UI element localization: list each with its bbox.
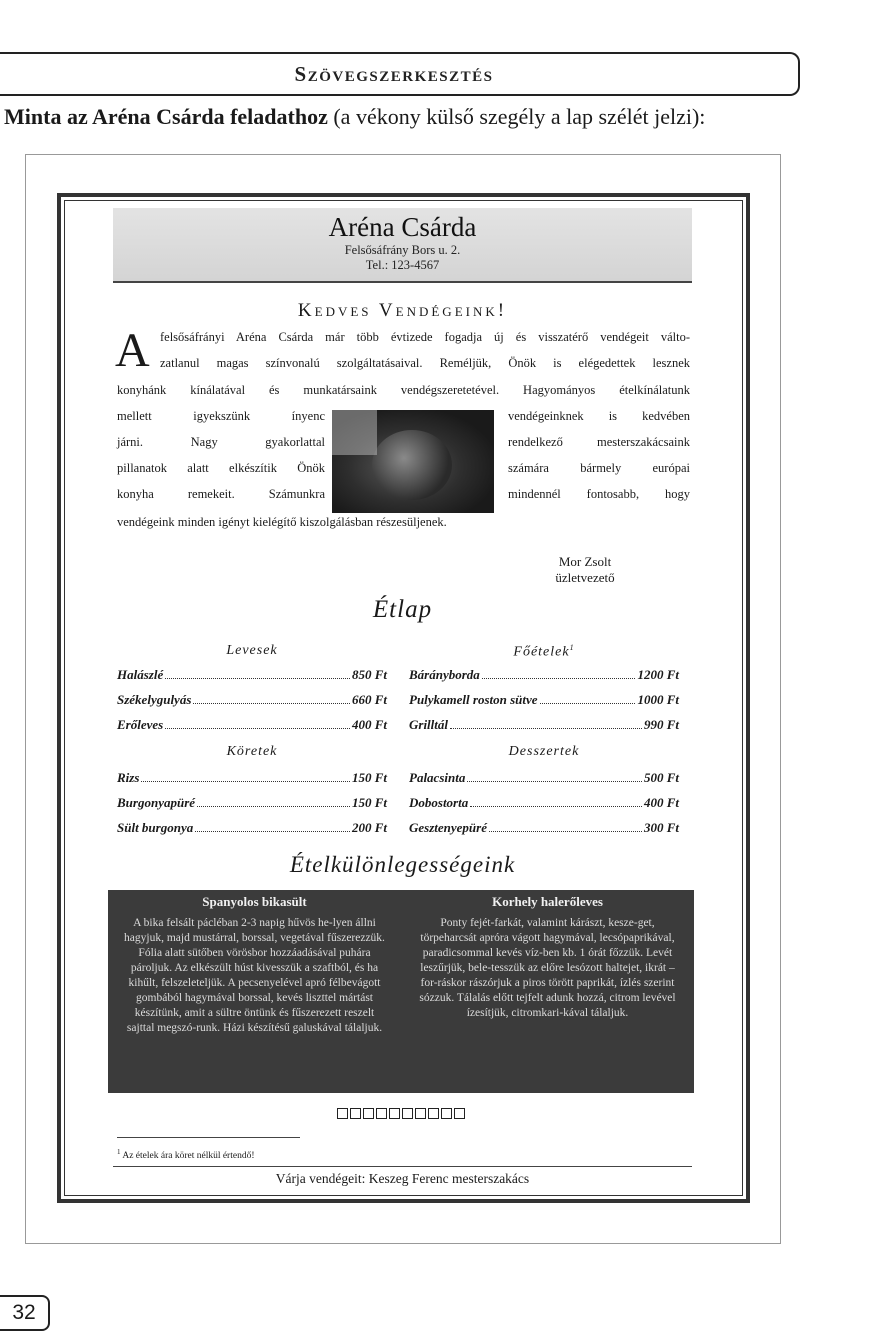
leader-dots: [470, 806, 642, 807]
menu-item: [117, 667, 387, 685]
menu-item: [409, 717, 679, 735]
intro-line-1: felsősáfrányi Aréna Csárda már több évtizede fogadja új és visszatérő vendégeit válto-: [160, 330, 690, 344]
restaurant-name: Aréna Csárda: [328, 212, 477, 242]
menu-item: [409, 795, 679, 813]
menu-item-name: Székelygulyás: [117, 692, 192, 707]
leader-dots: [165, 678, 350, 679]
intro-left-line: pillanatok alatt elkészítik Önök: [117, 461, 325, 475]
intro-left-line: konyha remekeit. Számunkra: [117, 487, 325, 501]
footnote-mark: 1: [569, 643, 575, 652]
specialty-text: A bika felsált pácléban 2-3 napig hűvös he-lyen állni hagyjuk, majd mustárral, borssal, vegetával fűszerezzük. Fólia alatt sütőben vörösbor hozzáadásával puhára pároljuk. Az elkészült húst kivesszük a szaftból, és ha kihűlt, felszeleteljük. A pecsenyelével apró félbevágott gombából hagymával borssal, kevés liszttel mártást készítünk, amit a sültre öntünk és fűszerezett reszelt sajttal megszó-runk. Házi készítésű galuskával tálaljuk.: [124, 917, 385, 1034]
menu-item-name: Rizs: [117, 770, 140, 785]
menu-item-price: 1200 Ft: [637, 667, 679, 682]
intro-right-line: vendégeinknek is kedvében: [508, 409, 690, 423]
menu-item-price: 400 Ft: [643, 795, 679, 810]
category-desszertek: Desszertek: [508, 744, 580, 759]
section-header: [0, 52, 800, 96]
menu-item-name: Dobostorta: [409, 795, 469, 810]
menu-item: [117, 717, 387, 735]
square-ornament: [337, 1108, 471, 1122]
footer-text: Várja vendégeit: Keszeg Ferenc mesterszakács: [275, 1171, 530, 1186]
leader-dots: [193, 703, 350, 704]
signature: [520, 554, 650, 586]
manager-title: üzletvezető: [555, 570, 615, 585]
specialty-right: [401, 890, 694, 1093]
menu-item-price: 660 Ft: [351, 692, 387, 707]
menu-item-name: Grilltál: [409, 717, 449, 732]
menu-title: Étlap: [372, 596, 433, 623]
menu-item-price: 400 Ft: [351, 717, 387, 732]
menu-item-price: 500 Ft: [643, 770, 679, 785]
leader-dots: [197, 806, 350, 807]
menu-item-name: Halászlé: [117, 667, 164, 682]
leader-dots: [165, 728, 350, 729]
menu-item-price: 150 Ft: [351, 795, 387, 810]
welcome-heading: Kedves Vendégeink!: [297, 300, 508, 321]
menu-item-name: Sült burgonya: [117, 820, 194, 835]
intro-left-line: járni. Nagy gyakorlattal: [117, 435, 325, 449]
menu-item: [117, 795, 387, 813]
leader-dots: [482, 678, 636, 679]
menu-item-name: Pulykamell roston sütve: [409, 692, 538, 707]
specialties-box: [108, 890, 694, 1093]
menu-item-name: Palacsinta: [409, 770, 466, 785]
intro-right-line: mindennél fontosabb, hogy: [508, 487, 690, 501]
footer-rule: [113, 1166, 692, 1167]
restaurant-phone: Tel.: 123-4567: [365, 258, 440, 272]
menu-item-name: Bárányborda: [409, 667, 480, 682]
menu-item-name: Burgonyapüré: [117, 795, 196, 810]
caption: [4, 104, 705, 130]
footnote-number: 1: [117, 1148, 121, 1156]
menu-item-price: 200 Ft: [351, 820, 387, 835]
menu-item-price: 150 Ft: [351, 770, 387, 785]
leader-dots: [540, 703, 636, 704]
section-title: Szövegszerkesztés: [294, 61, 494, 86]
specialty-text: Ponty fejét-farkát, valamint kárászt, kesze-get, törpeharcsát apróra vágott hagymával, lecsópaprikával, paradicsommal kevés víz-ben kb. 1 órát főzzük. Levét leszűrjük, bele-tesszük az előre lesózott haltejet, ikrát – for-ráskor rászórjuk a piros törött paprikát, ízlés szerint sózzuk. Tálalás előtt tejfelt adunk hozzá, citrom levével ízesítjük, citromkari-kával tálaljuk.: [419, 917, 676, 1019]
intro-right-line: rendelkező mesterszakácsaink: [508, 435, 690, 449]
specialties-title: Ételkülönlegességeink: [289, 852, 516, 877]
category-levesek: Levesek: [226, 643, 278, 658]
menu-item-price: 300 Ft: [643, 820, 679, 835]
manager-name: Mor Zsolt: [558, 554, 612, 569]
category-koretek: Köretek: [226, 744, 278, 759]
leader-dots: [141, 781, 350, 782]
menu-item-name: Gesztenyepüré: [409, 820, 487, 835]
leader-dots: [489, 831, 642, 832]
menu-item: [409, 820, 679, 838]
intro-line-3: konyhánk kínálatával és munkatársaink vendégszeretetével. Hagyományos ételkínálatunk: [117, 383, 690, 397]
menu-item: [409, 667, 679, 685]
intro-last-line: vendégeink minden igényt kielégítő kiszolgálásban részesüljenek.: [117, 515, 447, 529]
menu-item: [117, 770, 387, 788]
specialty-heading: Korhely halerőleves: [492, 894, 603, 909]
caption-bold: Minta az Aréna Csárda feladathoz: [4, 104, 328, 129]
leader-dots: [467, 781, 642, 782]
menu-item-price: 850 Ft: [351, 667, 387, 682]
restaurant-photo: [332, 410, 494, 513]
restaurant-banner: [113, 208, 692, 283]
menu-item-price: 990 Ft: [643, 717, 679, 732]
drop-cap: A: [115, 324, 150, 377]
menu-item: [409, 692, 679, 710]
page-number: 32: [0, 1295, 50, 1331]
caption-rest: (a vékony külső szegély a lap szélét jelzi):: [327, 104, 706, 129]
intro-left-line: mellett igyekszünk ínyenc: [117, 409, 325, 423]
intro-right-line: számára bármely európai: [508, 461, 690, 475]
specialty-left: [108, 890, 401, 1093]
menu-item-name: Erőleves: [117, 717, 164, 732]
menu-item: [117, 820, 387, 838]
footnote-text: Az ételek ára köret nélkül értendő!: [120, 1151, 255, 1162]
specialty-heading: Spanyolos bikasült: [202, 894, 307, 909]
category-foetelek: [409, 643, 679, 661]
leader-dots: [450, 728, 642, 729]
menu-item-price: 1000 Ft: [637, 692, 679, 707]
leader-dots: [195, 831, 350, 832]
restaurant-address: Felsősáfrány Bors u. 2.: [344, 243, 461, 257]
intro-line-2: zatlanul magas színvonalú szolgáltatásaival. Reméljük, Önök is elégedettek lesznek: [160, 356, 690, 370]
menu-item: [409, 770, 679, 788]
menu-item: [117, 692, 387, 710]
footnote-separator: [117, 1137, 300, 1138]
category-foetelek-label: Főételek: [513, 644, 570, 660]
footnote: [117, 1148, 255, 1161]
